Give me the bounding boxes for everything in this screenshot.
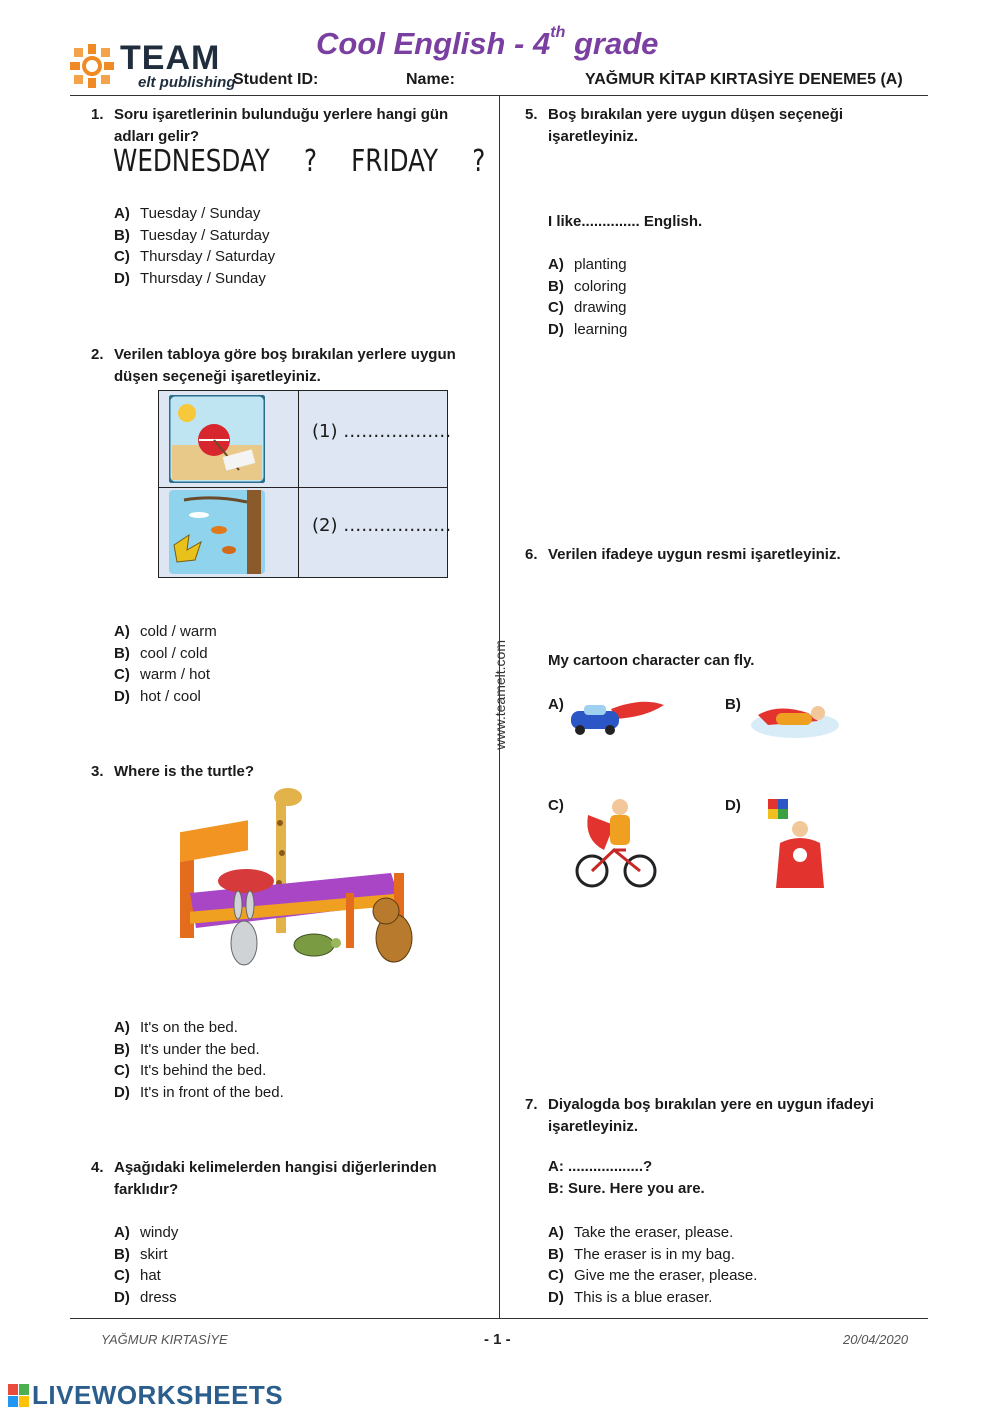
day-2: ? xyxy=(303,144,318,179)
question-7 xyxy=(525,1094,908,1138)
day-4: ? xyxy=(472,144,486,179)
flying-hero-image[interactable] xyxy=(748,695,842,741)
dialog-line-b: B: Sure. Here you are. xyxy=(548,1180,705,1197)
option-d[interactable]: D) hot / cool xyxy=(114,687,201,705)
option-c-label[interactable]: C) xyxy=(548,797,564,814)
option-c[interactable]: C) Give me the eraser, please. xyxy=(548,1267,758,1284)
exam-name: YAĞMUR KİTAP KIRTASİYE DENEME5 (A) xyxy=(585,71,903,88)
question-number: 6. xyxy=(525,546,538,563)
option-c[interactable]: C) Thursday / Saturday xyxy=(114,248,276,265)
option-b[interactable]: B) coloring xyxy=(548,277,627,295)
question-text: Aşağıdaki kelimelerden hangisi diğerlerinden farklıdır? xyxy=(114,1159,437,1198)
bed-animals-image xyxy=(176,783,420,975)
day-3: FRIDAY xyxy=(351,144,439,179)
q5-options xyxy=(548,254,627,340)
option-d[interactable]: D) learning xyxy=(548,320,628,338)
option-b[interactable]: B) It's under the bed. xyxy=(114,1040,260,1058)
option-a[interactable]: A) windy xyxy=(114,1224,179,1241)
question-3 xyxy=(91,761,486,783)
question-6 xyxy=(525,544,908,566)
question-number: 5. xyxy=(525,106,538,123)
question-4 xyxy=(91,1157,486,1201)
question-number: 4. xyxy=(91,1159,104,1176)
dialog-line-a: A: ..................? xyxy=(548,1158,653,1175)
page-number: - 1 - xyxy=(484,1331,511,1348)
page-title: Cool English - 4th grade xyxy=(316,24,659,61)
question-2 xyxy=(91,344,486,388)
team-logo-icon xyxy=(70,44,114,88)
logo-subtitle: elt publishing xyxy=(138,74,236,91)
option-a[interactable]: A) Take the eraser, please. xyxy=(548,1224,734,1241)
season-table xyxy=(158,390,452,578)
kite-hero-image[interactable] xyxy=(762,793,832,891)
option-c[interactable]: C) It's behind the bed. xyxy=(114,1062,267,1079)
option-b[interactable]: B) cool / cold xyxy=(114,644,208,662)
student-id-label: Student ID: xyxy=(233,71,319,88)
footer-divider xyxy=(70,1318,928,1319)
q6-statement: My cartoon character can fly. xyxy=(548,652,755,669)
option-d[interactable]: D) It's in front of the bed. xyxy=(114,1083,284,1101)
q4-options xyxy=(114,1222,178,1308)
option-c[interactable]: C) drawing xyxy=(548,299,627,316)
side-url: www.teamelt.com xyxy=(492,640,508,750)
q2-options xyxy=(114,621,217,707)
question-number: 1. xyxy=(91,106,104,123)
option-a[interactable]: A) planting xyxy=(548,256,627,273)
day-1: WEDNESDAY xyxy=(113,144,270,179)
question-text: Verilen tabloya göre boş bırakılan yerlere uygun düşen seçeneği işaretleyiniz. xyxy=(114,346,456,385)
liveworksheets-icon xyxy=(8,1384,30,1408)
question-1 xyxy=(91,104,484,148)
bicycle-hero-image[interactable] xyxy=(574,795,660,891)
footer-date: 20/04/2020 xyxy=(843,1332,909,1347)
question-text: Diyalogda boş bırakılan yere en uygun ifadeyi işaretleyiniz. xyxy=(548,1096,874,1135)
logo-title: TEAM xyxy=(120,39,221,77)
question-number: 3. xyxy=(91,763,104,780)
car-hero-image[interactable] xyxy=(566,695,666,737)
option-c[interactable]: C) warm / hot xyxy=(114,666,211,683)
q7-options xyxy=(548,1222,757,1308)
option-d-label[interactable]: D) xyxy=(725,797,741,814)
beach-image xyxy=(169,395,265,483)
blank-1: (1) ……………… xyxy=(312,421,452,442)
option-a[interactable]: A) It's on the bed. xyxy=(114,1019,238,1036)
question-number: 2. xyxy=(91,346,104,363)
option-b[interactable]: B) The eraser is in my bag. xyxy=(548,1245,735,1263)
autumn-image xyxy=(169,490,265,574)
option-c[interactable]: C) hat xyxy=(114,1267,161,1284)
days-sequence xyxy=(113,144,485,179)
footer-left: YAĞMUR KIRTASİYE xyxy=(101,1332,228,1347)
q3-options xyxy=(114,1017,284,1103)
q5-statement: I like.............. English. xyxy=(548,213,703,230)
option-a-label[interactable]: A) xyxy=(548,696,564,713)
question-text: Where is the turtle? xyxy=(114,763,255,780)
question-text: Soru işaretlerinin bulunduğu yerlere hangi gün adları gelir? xyxy=(114,106,449,145)
name-label: Name: xyxy=(406,71,455,88)
option-b[interactable]: B) Tuesday / Saturday xyxy=(114,226,270,244)
option-d[interactable]: D) dress xyxy=(114,1288,177,1306)
option-b-label[interactable]: B) xyxy=(725,696,741,713)
option-a[interactable]: A) cold / warm xyxy=(114,623,217,640)
question-number: 7. xyxy=(525,1096,538,1113)
question-text: Verilen ifadeye uygun resmi işaretleyiniz. xyxy=(548,546,841,563)
question-5 xyxy=(525,104,908,148)
liveworksheets-watermark: LIVEWORKSHEETS xyxy=(32,1380,284,1410)
option-d[interactable]: D) This is a blue eraser. xyxy=(548,1288,713,1306)
option-d[interactable]: D) Thursday / Sunday xyxy=(114,269,266,287)
q1-options xyxy=(114,203,275,289)
question-text: Boş bırakılan yere uygun düşen seçeneği işaretleyiniz. xyxy=(548,106,844,145)
option-b[interactable]: B) skirt xyxy=(114,1245,168,1263)
blank-2: (2) ……………… xyxy=(312,515,452,536)
option-a[interactable]: A) Tuesday / Sunday xyxy=(114,205,261,222)
